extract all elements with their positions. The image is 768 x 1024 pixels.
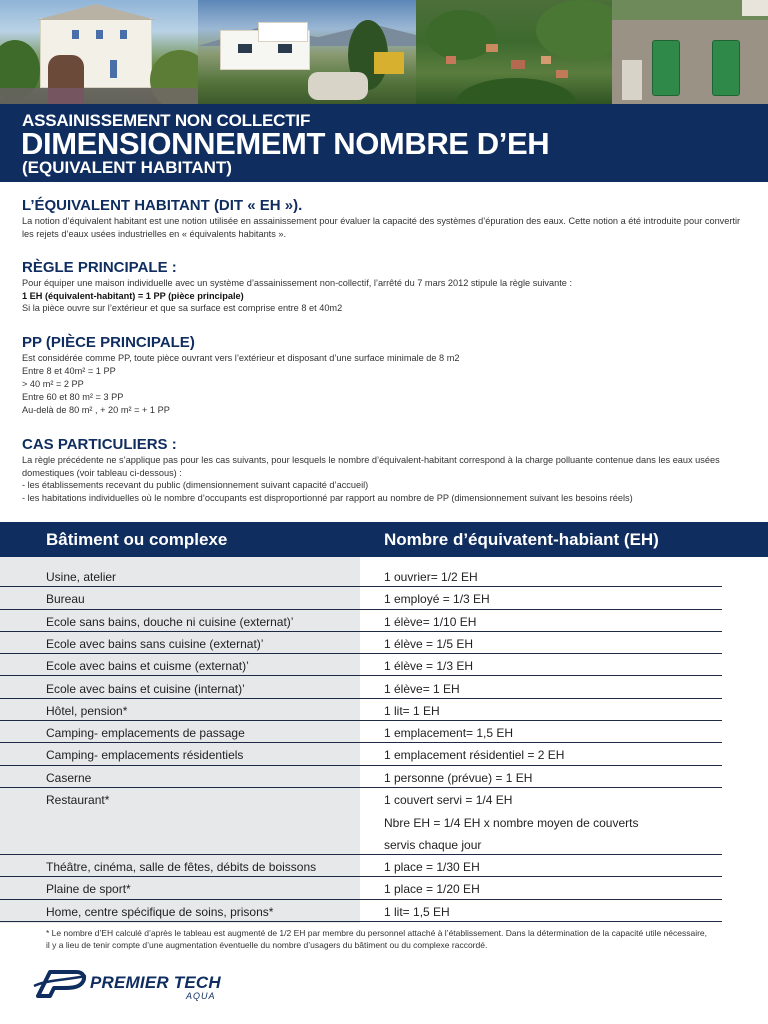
photo-installation-site xyxy=(612,0,768,104)
text-line: Au-delà de 80 m² , + 20 m² = + 1 PP xyxy=(22,405,170,415)
text-line: La notion d’équivalent habitant est une notion utilisée en assainissement pour évaluer la capacité des systèmes d’épuration des eaux. Cette notion a été introduite pour convertir xyxy=(22,216,741,226)
text-line: - les établissements recevant du public (dimensionnement suivant capacité d’accueil) xyxy=(22,480,369,490)
table-row xyxy=(0,788,722,855)
table-row xyxy=(0,565,722,587)
cell-eh: 1 élève = 1/3 EH xyxy=(384,659,474,674)
section-heading: PP (PIÈCE PRINCIPALE) xyxy=(22,334,195,351)
cell-eh: 1 personne (prévue) = 1 EH xyxy=(384,770,533,785)
cell-eh: 1 ouvrier= 1/2 EH xyxy=(384,570,478,584)
table-row xyxy=(0,654,722,676)
photo-house-family xyxy=(0,0,198,104)
cell-building: Camping- emplacements de passage xyxy=(46,726,245,741)
table-header xyxy=(0,522,768,557)
cell-building: Ecole avec bains sans cuisine (externat)’ xyxy=(46,636,264,651)
section-heading: RÈGLE PRINCIPALE : xyxy=(22,259,177,276)
photo-modern-house xyxy=(198,0,416,104)
cell-building: Théâtre, cinéma, salle de fêtes, débits de boissons xyxy=(46,860,317,874)
page-subtitle: (EQUIVALENT HABITANT) xyxy=(22,158,232,177)
text-line: La règle précédente ne s’applique pas pour les cas suivants, pour lesquels le nombre d’équivalent-habitant correspond à la charge polluante contenue dans les eaux usées xyxy=(22,455,720,465)
logo-name: PREMIER TECH xyxy=(90,973,221,992)
cell-building: Home, centre spécifique de soins, prisons* xyxy=(46,904,274,919)
logo-sub: AQUA xyxy=(186,991,216,1001)
cell-building: Hôtel, pension* xyxy=(46,703,128,718)
table-row xyxy=(0,766,722,788)
section-text xyxy=(22,215,752,240)
section-text xyxy=(22,454,752,504)
section-heading: L’ÉQUIVALENT HABITANT (DIT « EH »). xyxy=(22,197,303,214)
photo-village-hillside xyxy=(416,0,612,104)
table-row xyxy=(0,855,722,877)
footnote-line: il y a lieu de tenir compte d’une augmentation éventuelle du nombre d’usagers du bâtiment ou du complexe raccordé. xyxy=(46,940,488,950)
cell-building: Camping- emplacements résidentiels xyxy=(46,748,244,763)
column-header-eh: Nombre d’équivatent-habiant (EH) xyxy=(384,530,659,549)
cell-eh-line: Nbre EH = 1/4 EH x nombre moyen de couverts xyxy=(384,816,639,830)
text-line: domestiques (voir tableau ci-dessous) : xyxy=(22,467,182,478)
text-line: Si la pièce ouvre sur l’extérieur et que sa surface est comprise entre 8 et 40m2 xyxy=(22,303,343,313)
text-line: Entre 8 et 40m² = 1 PP xyxy=(22,366,116,376)
cell-building: Usine, atelier xyxy=(46,570,117,584)
cell-eh: 1 lit= 1,5 EH xyxy=(384,904,450,919)
premier-tech-logo xyxy=(32,966,232,1004)
cell-eh: 1 place = 1/20 EH xyxy=(384,882,480,897)
column-header-building: Bâtiment ou complexe xyxy=(46,530,228,549)
rule-statement: 1 EH (équivalent-habitant) = 1 PP (pièce principale) xyxy=(22,290,244,301)
table-row xyxy=(0,632,722,654)
table-row xyxy=(0,900,722,922)
cell-eh: 1 lit= 1 EH xyxy=(384,703,440,718)
section-cas-particuliers xyxy=(22,436,752,504)
cell-building: Ecole avec bains et cuisine (internat)’ xyxy=(46,681,245,696)
section-regle-principale xyxy=(22,259,752,315)
title-bar xyxy=(0,104,768,182)
cell-eh: 1 place = 1/30 EH xyxy=(384,860,480,874)
text-line: les rejets d’eaux usées industrielles en « équivalents habitants ». xyxy=(22,228,287,239)
text-line: Est considérée comme PP, toute pièce ouvrant vers l’extérieur et disposant d’une surface minimale de 8 m2 xyxy=(22,353,460,363)
table-row xyxy=(0,587,722,609)
footnote-line: * Le nombre d’EH calculé d’après le tableau est augmenté de 1/2 EH par membre du personnel attaché à l’établissement. Dans la détermination de la capacité utile nécessaire, xyxy=(46,928,708,938)
cell-eh: 1 couvert servi = 1/4 EH xyxy=(384,793,513,807)
title-kicker: ASSAINISSEMENT NON COLLECTIF xyxy=(22,111,311,130)
cell-eh: 1 élève = 1/5 EH xyxy=(384,636,474,651)
cell-building: Bureau xyxy=(46,592,85,607)
cell-building: Ecole avec bains et cuisme (externat)’ xyxy=(46,659,249,674)
cell-eh-line: servis chaque jour xyxy=(384,838,482,852)
table-row xyxy=(0,743,722,765)
cell-building: Caserne xyxy=(46,770,92,785)
table-footnote xyxy=(46,927,736,951)
cell-building: Restaurant* xyxy=(46,793,110,807)
cell-building: Plaine de sport* xyxy=(46,882,131,897)
section-piece-principale xyxy=(22,334,752,417)
text-line: - les habitations individuelles où le nombre d’occupants est disproportionné par rapport au nombre de PP (dimensionnement suivant les besoins réels) xyxy=(22,492,633,503)
cell-eh: 1 emplacement= 1,5 EH xyxy=(384,726,514,741)
section-text xyxy=(22,352,752,417)
page-title: DIMENSIONNEMEMT NOMBRE D’EH xyxy=(21,126,550,161)
text-line: Entre 60 et 80 m² = 3 PP xyxy=(22,392,124,402)
cell-eh: 1 élève= 1 EH xyxy=(384,681,460,696)
section-text xyxy=(22,277,752,315)
section-heading: CAS PARTICULIERS : xyxy=(22,436,177,453)
text-line: > 40 m² = 2 PP xyxy=(22,379,84,389)
text-line: Pour équiper une maison individuelle avec un système d’assainissement non-collectif, l’arrêté du 7 mars 2012 stipule la règle suivante : xyxy=(22,278,573,288)
photo-banner xyxy=(0,0,768,104)
table-row xyxy=(0,699,722,721)
cell-eh: 1 emplacement résidentiel = 2 EH xyxy=(384,748,565,763)
cell-eh: 1 employé = 1/3 EH xyxy=(384,592,490,607)
premier-tech-logo-icon xyxy=(32,966,88,1002)
table-row xyxy=(0,677,722,699)
cell-building: Ecole sans bains, douche ni cuisine (externat)’ xyxy=(46,614,294,629)
table-row xyxy=(0,721,722,743)
table-row xyxy=(0,877,722,899)
section-equivalent-habitant xyxy=(22,197,752,240)
table-row xyxy=(0,610,722,632)
cell-eh: 1 élève= 1/10 EH xyxy=(384,614,477,629)
